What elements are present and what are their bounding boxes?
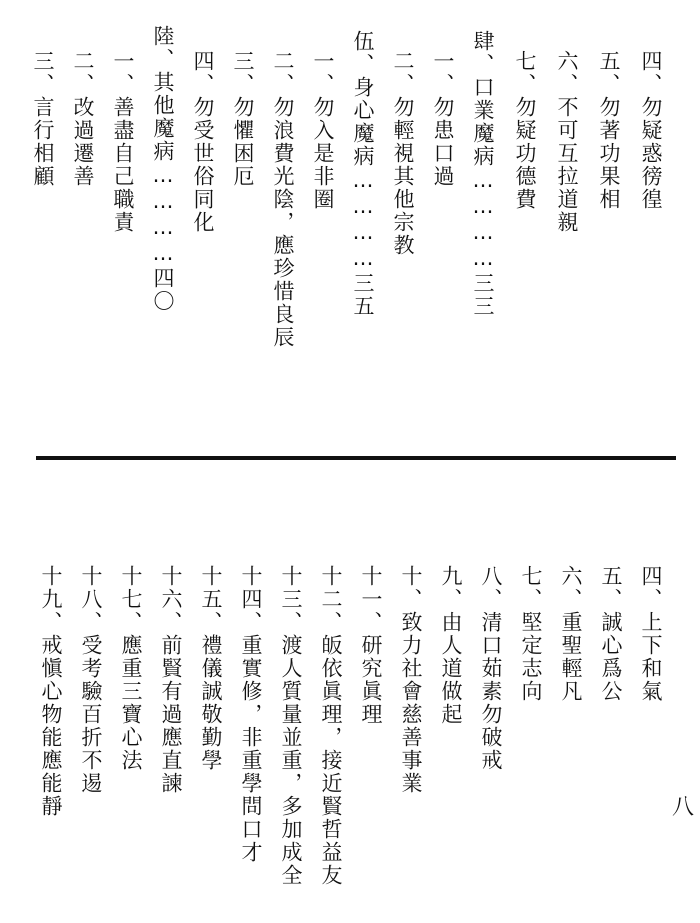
toc-line: 四、勿受世俗同化 bbox=[191, 50, 215, 234]
toc-line: 六、重聖輕凡 bbox=[559, 565, 583, 703]
toc-line: 四、上下和氣 bbox=[639, 565, 663, 703]
toc-section-heading: 陸、其他魔病…………四〇 bbox=[151, 25, 175, 313]
toc-line: 一、勿患口過 bbox=[431, 50, 455, 188]
toc-line: 十六、前賢有過應直諫 bbox=[159, 565, 183, 795]
section-divider bbox=[36, 456, 676, 460]
toc-line: 五、誠心爲公 bbox=[599, 565, 623, 703]
toc-line: 十七、應重三寶心法 bbox=[119, 565, 143, 772]
toc-line: 十一、研究眞理 bbox=[359, 565, 383, 726]
toc-line: 十八、受考驗百折不逷 bbox=[79, 565, 103, 795]
toc-line: 七、堅定志向 bbox=[519, 565, 543, 703]
toc-line: 三、言行相顧 bbox=[31, 50, 55, 188]
toc-line: 五、勿著功果相 bbox=[597, 50, 621, 211]
toc-line: 二、勿浪費光陰，應珍惜良辰 bbox=[271, 50, 295, 349]
toc-line: 二、改過遷善 bbox=[71, 50, 95, 188]
toc-line: 六、不可互拉道親 bbox=[555, 50, 579, 234]
toc-line: 三、勿懼困厄 bbox=[231, 50, 255, 188]
toc-line: 二、勿輕視其他宗教 bbox=[391, 50, 415, 257]
toc-section-heading: 伍、身心魔病…………三五 bbox=[351, 30, 375, 318]
toc-line: 一、善盡自己職責 bbox=[111, 50, 135, 234]
toc-line: 十五、禮儀誠敬勤學 bbox=[199, 565, 223, 772]
toc-line: 九、由人道做起 bbox=[439, 565, 463, 726]
page-number: 八 bbox=[672, 795, 695, 820]
toc-line: 十二、皈依眞理，接近賢哲益友 bbox=[319, 565, 343, 887]
toc-line: 七、勿疑功德費 bbox=[513, 50, 537, 211]
toc-line: 十、致力社會慈善事業 bbox=[399, 565, 423, 795]
toc-line: 十九、戒愼心物能應能靜 bbox=[39, 565, 63, 818]
toc-line: 十四、重實修，非重學問口才 bbox=[239, 565, 263, 864]
toc-section-heading: 肆、口業魔病…………三三 bbox=[471, 30, 495, 318]
toc-line: 十三、渡人質量並重，多加成全 bbox=[279, 565, 303, 887]
toc-line: 一、勿入是非圈 bbox=[311, 50, 335, 211]
toc-line: 四、勿疑惑徬徨 bbox=[639, 50, 663, 211]
toc-line: 八、清口茹素勿破戒 bbox=[479, 565, 503, 772]
